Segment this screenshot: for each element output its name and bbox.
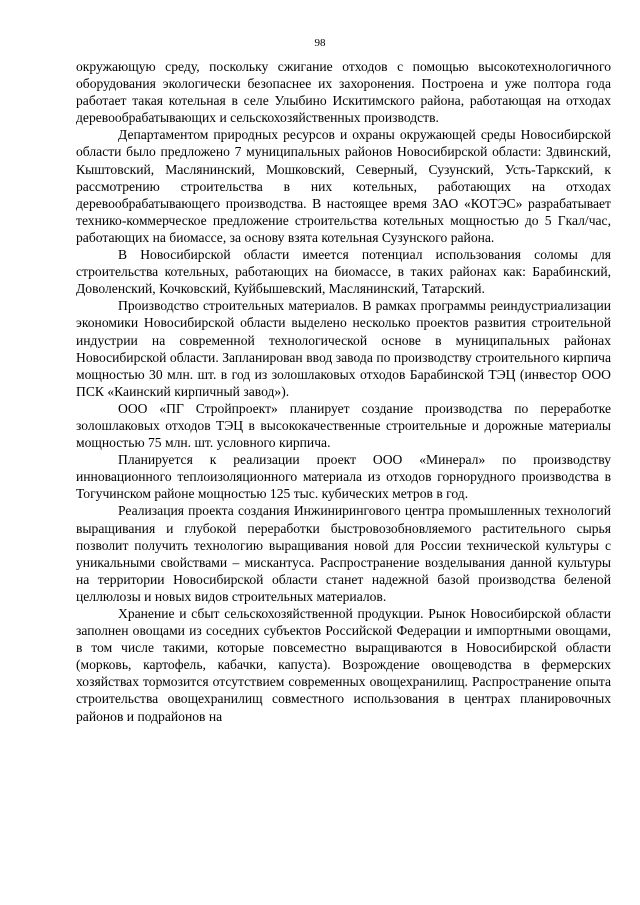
paragraph-8: Хранение и сбыт сельскохозяйственной продукции. Рынок Новосибирской области заполнен овощами из соседних субъектов Российской Федерации и импортными овощами, в том числе такими, которые повсеместно выращиваются в Новосибирской области (морковь, картофель, кабачки, капуста). Возрождение овощеводства в фермерских хозяйствах тормозится отсутствием современных овощехранилищ. Распространение опыта строительства овощехранилищ совместного использования в центрах планировочных районов и подрайонов на bbox=[76, 606, 611, 724]
paragraph-6: Планируется к реализации проект ООО «Минерал» по производству инновационного теплоизоляционного материала из отходов горнорудного производства в Тогучинском районе мощностью 125 тыс. кубических метров в год. bbox=[76, 452, 611, 502]
page-number: 98 bbox=[314, 37, 326, 49]
paragraph-1: окружающую среду, поскольку сжигание отходов с помощью высокотехнологичного оборудования экологически безопаснее их захоронения. Построена и уже полтора года работает такая котельная в селе Улыбино Искитимского района, работающая на отходах деревообрабатывающих и сельскохозяйственных производств. bbox=[76, 59, 611, 126]
paragraph-2: Департаментом природных ресурсов и охраны окружающей среды Новосибирской области было предложено 7 муниципальных районов Новосибирской области: Здвинский, Кыштовский, Маслянинский, Мошковский, Северный, Сузунский, Усть-Таркский, к рассмотрению строительства в них котельных, работающих на отходах деревообрабатывающего производства. В настоящее время ЗАО «КОТЭС» разрабатывает технико-коммерческое предложение строительства котельных мощностью до 5 Гкал/час, работающих на биомассе, за основу взята котельная Сузунского района. bbox=[76, 127, 611, 245]
paragraph-5: ООО «ПГ Стройпроект» планирует создание производства по переработке золошлаковых отходов ТЭЦ в высококачественные строительные и дорожные материалы мощностью 75 млн. шт. условного кирпича. bbox=[76, 400, 611, 451]
paragraph-3: В Новосибирской области имеется потенциал использования соломы для строительства котельных, работающих на биомассе, в таких районах как: Барабинский, Доволенский, Кочковский, Куйбышевский, Маслянинский, Татарский. bbox=[76, 247, 611, 297]
page-body bbox=[76, 58, 611, 725]
paragraph-7: Реализация проекта создания Инжинирингового центра промышленных технологий выращивания и глубокой переработки быстровозобновляемого растительного сырья позволит получить технологию выращивания новой для России технической культуры с уникальными свойствами – мискантуса. Распространение возделывания данной культуры на территории Новосибирской области станет надежной базой производства беленой целлюлозы и новых видов строительных материалов. bbox=[76, 503, 611, 604]
paragraph-4: Производство строительных материалов. В рамках программы реиндустриализации экономики Новосибирской области выделено несколько проектов развития строительной индустрии на современной технологической основе в муниципальных районах Новосибирской области. Запланирован ввод завода по производству строительного кирпича мощностью 30 млн. шт. в год из золошлаковых отходов Барабинской ТЭЦ (инвестор ООО ПСК «Каинский кирпичный завод»). bbox=[76, 298, 611, 399]
